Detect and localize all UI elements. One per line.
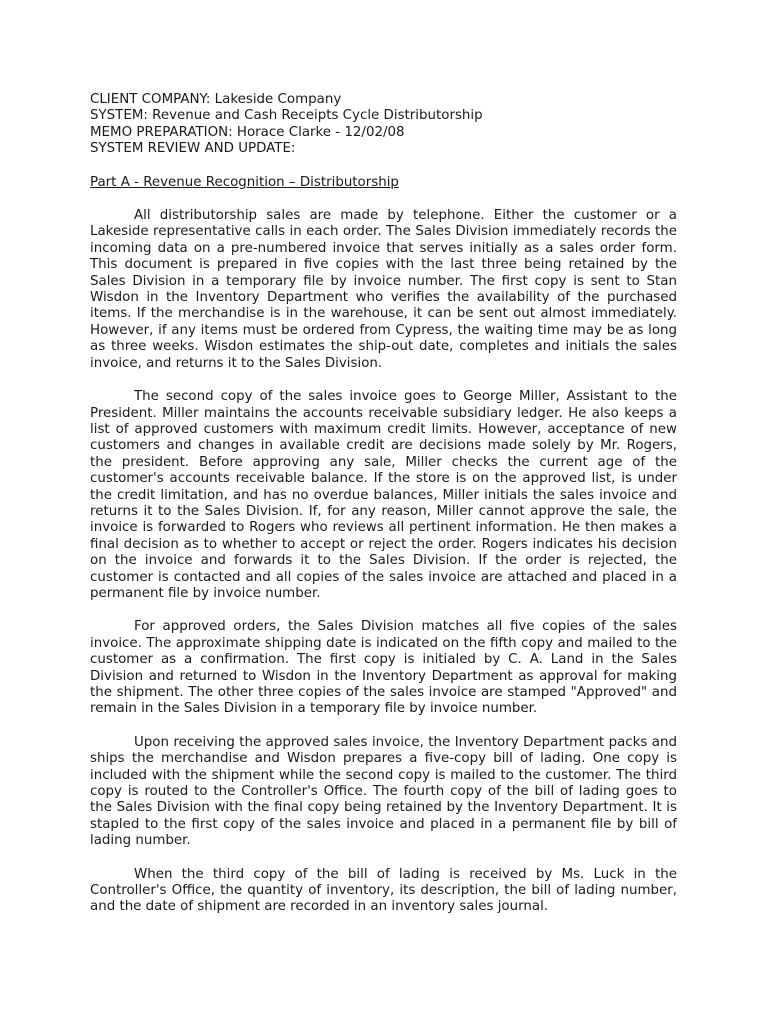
section-title: Part A - Revenue Recognition – Distributorship <box>90 174 399 190</box>
paragraph-3: For approved orders, the Sales Division matches all five copies of the sales invoice. The approximate shipping date is indicated on the fifth copy and mailed to the customer as a confirmation. The first copy is initialed by C. A. Land in the Sales Division and returned to Wisdon in the Inventory Department as approval for making the shipment. The other three copies of the sales invoice are stamped "Approved" and remain in the Sales Division in a temporary file by invoice number. <box>90 619 677 717</box>
paragraph-4: Upon receiving the approved sales invoice, the Inventory Department packs and ships the merchandise and Wisdon prepares a five-copy bill of lading. One copy is included with the shipment while the second copy is mailed to the customer. The third copy is routed to the Controller's Office. The fourth copy of the bill of lading goes to the Sales Division with the final copy being retained by the Inventory Department. It is stapled to the first copy of the sales invoice and placed in a permanent file by bill of lading number. <box>90 734 677 849</box>
paragraph-5: When the third copy of the bill of lading is received by Ms. Luck in the Controller's Office, the quantity of inventory, its description, the bill of lading number, and the date of shipment are recorded in an inventory sales journal. <box>90 866 677 915</box>
paragraph-2: The second copy of the sales invoice goes to George Miller, Assistant to the President. Miller maintains the accounts receivable subsidiary ledger. He also keeps a list of approved customers with maximum credit limits. However, acceptance of new customers and changes in available credit are decisions made solely by Mr. Rogers, the president. Before approving any sale, Miller checks the current age of the customer's accounts receivable balance. If the store is on the approved list, is under the credit limitation, and has no overdue balances, Miller initials the sales invoice and returns it to the Sales Division. If, for any reason, Miller cannot approve the sale, the invoice is forwarded to Rogers who reviews all pertinent information. He then makes a final decision as to whether to accept or reject the order. Rogers indicates his decision on the invoice and forwards it to the Sales Division. If the order is rejected, the customer is contacted and all copies of the sales invoice are attached and placed in a permanent file by invoice number. <box>90 389 677 601</box>
system-review-line: SYSTEM REVIEW AND UPDATE: <box>90 141 296 157</box>
paragraph-1: All distributorship sales are made by telephone. Either the customer or a Lakeside representative calls in each order. The Sales Division immediately records the incoming data on a pre-numbered invoice that serves initially as a sales order form. This document is prepared in five copies with the last three being retained by the Sales Division in a temporary file by invoice number. The first copy is sent to Stan Wisdon in the Inventory Department who verifies the availability of the purchased items. If the merchandise is in the warehouse, it can be sent out almost immediately. However, if any items must be ordered from Cypress, the waiting time may be as long as three weeks. Wisdon estimates the ship-out date, completes and initials the sales invoice, and returns it to the Sales Division. <box>90 208 677 371</box>
system-line: SYSTEM: Revenue and Cash Receipts Cycle Distributorship <box>90 108 483 124</box>
client-company-line: CLIENT COMPANY: Lakeside Company <box>90 92 342 107</box>
document-page <box>90 92 677 916</box>
memo-preparation-line: MEMO PREPARATION: Horace Clarke - 12/02/08 <box>90 124 405 140</box>
